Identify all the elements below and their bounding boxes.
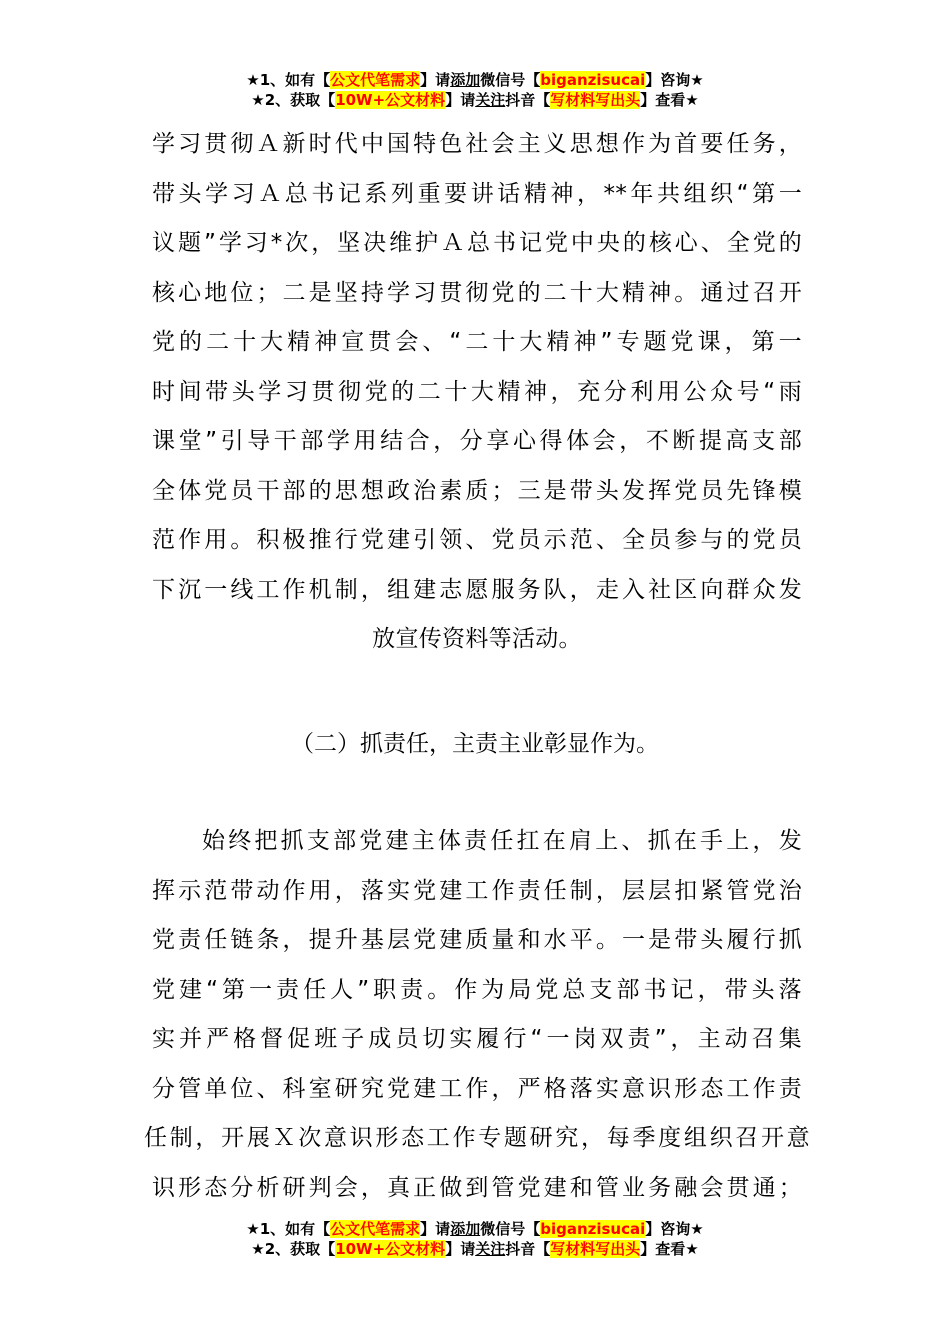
text-line: 核心地位；二是坚持学习贯彻党的二十大精神。通过召开 [152,279,802,306]
banner-highlight: 公文代笔需求 [330,1220,421,1238]
banner-highlight: 公文代笔需求 [330,71,421,89]
banner-douyin-name: 写材料写出头 [550,1240,641,1258]
section-heading: （二）抓责任，主责主业彰显作为。 [291,731,659,757]
text-line: 全体党员干部的思想政治素质；三是带头发挥党员先锋模 [152,477,802,504]
text-line: 挥示范带动作用，落实党建工作责任制，层层扣紧管党治 [152,877,802,904]
banner-line-1: ★1、如有【公文代笔需求】请添加微信号【biganzisucai】咨询★ [246,71,704,89]
banner-highlight: 10W+公文材料 [335,91,446,109]
text-line: 党责任链条，提升基层党建质量和水平。一是带头履行抓 [152,927,802,953]
text-line: 范作用。积极推行党建引领、党员示范、全员参与的党员 [152,527,802,553]
banner-wechat-id: biganzisucai [540,1220,646,1238]
text-line: 识形态分析研判会，真正做到管党建和管业务融会贯通； [152,1174,802,1201]
text-line: 时间带头学习贯彻党的二十大精神，充分利用公众号“雨 [152,378,802,405]
paragraph-1 [152,120,802,665]
text-line: 党的二十大精神宣贯会、“二十大精神”专题党课，第一 [152,329,802,355]
top-banner [0,70,950,110]
text-line: 党建“第一责任人”职责。作为局党总支部书记，带头落 [152,976,802,1003]
text-line: 议题”学习*次，坚决维护Ａ总书记党中央的核心、全党的 [152,230,802,256]
banner-highlight: 10W+公文材料 [335,1240,446,1258]
text-line: 实并严格督促班子成员切实履行“一岗双责”，主动召集 [152,1026,802,1052]
banner-line-1: ★1、如有【公文代笔需求】请添加微信号【biganzisucai】咨询★ [246,1220,704,1238]
text-line: 始终把抓支部党建主体责任扛在肩上、抓在手上，发 [202,828,802,854]
banner-line-2: ★2、获取【10W+公文材料】请关注抖音【写材料写出头】查看★ [251,1240,699,1258]
text-line: 课堂”引导干部学用结合，分享心得体会，不断提高支部 [152,428,802,454]
text-line: 任制，开展Ｘ次意识形态工作专题研究，每季度组织召开意 [144,1125,810,1151]
text-line: 放宣传资料等活动。 [372,626,582,652]
text-line: 带头学习Ａ总书记系列重要讲话精神，**年共组织“第一 [152,180,802,207]
banner-wechat-id: biganzisucai [540,71,646,89]
banner-line-2: ★2、获取【10W+公文材料】请关注抖音【写材料写出头】查看★ [251,91,699,109]
banner-douyin-name: 写材料写出头 [550,91,641,109]
text-line: 学习贯彻Ａ新时代中国特色社会主义思想作为首要任务， [152,131,802,157]
bottom-banner [0,1219,950,1259]
paragraph-2 [144,817,810,1213]
text-line: 下沉一线工作机制，组建志愿服务队，走入社区向群众发 [152,576,802,603]
text-line: 分管单位、科室研究党建工作，严格落实意识形态工作责 [152,1075,802,1102]
